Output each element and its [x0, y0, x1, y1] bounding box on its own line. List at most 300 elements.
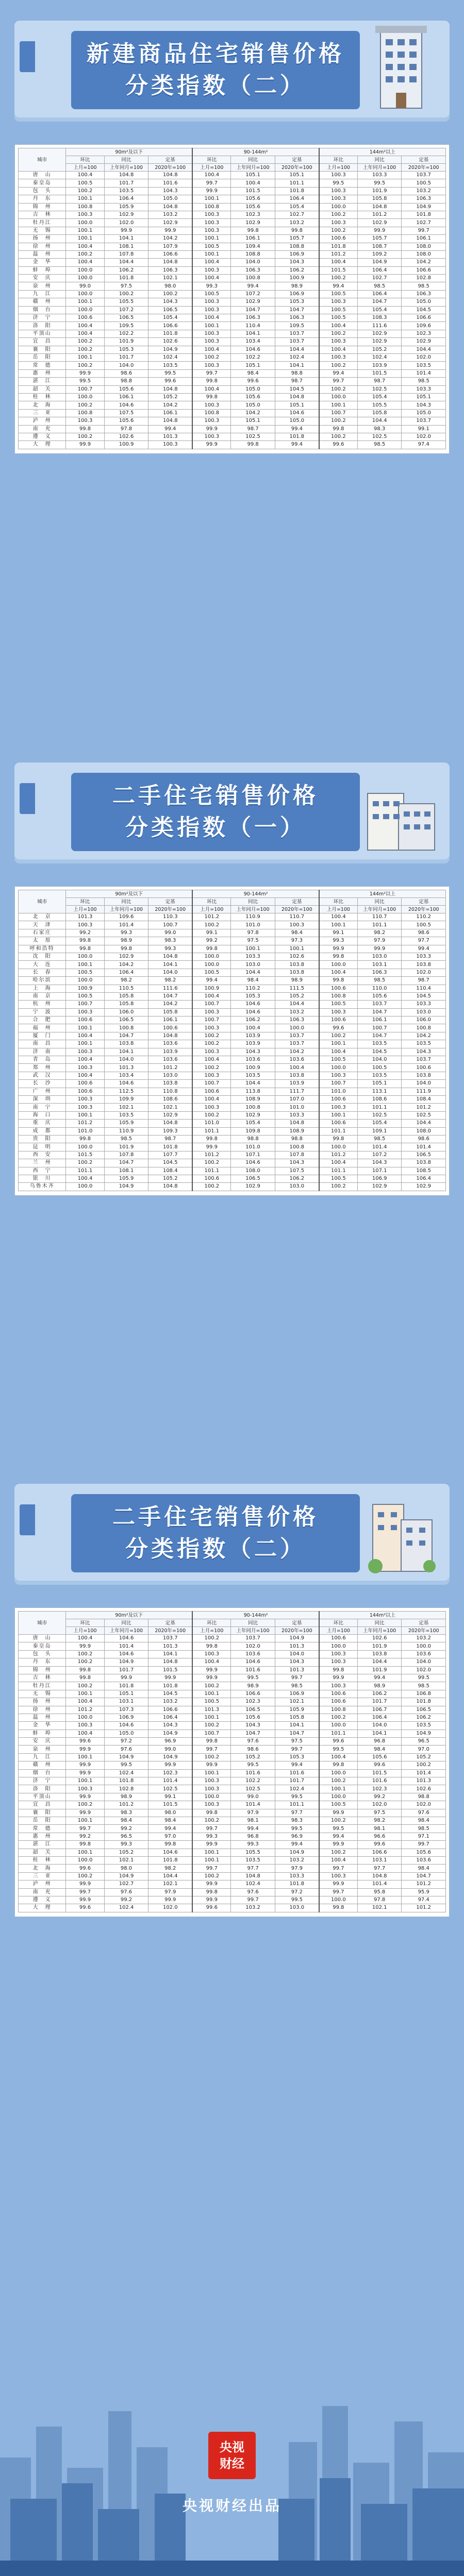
index-value: 103.6	[148, 1040, 192, 1048]
index-value: 103.8	[402, 961, 446, 969]
index-value: 106.5	[148, 306, 192, 314]
index-value: 97.6	[402, 1809, 446, 1817]
index-value: 100.4	[192, 172, 231, 179]
index-value: 100.2	[319, 362, 358, 369]
index-value: 100.3	[192, 227, 231, 234]
index-value: 106.9	[275, 290, 319, 298]
index-value: 113.1	[357, 1088, 401, 1095]
index-value: 100.2	[192, 1159, 231, 1167]
index-value: 100.0	[319, 203, 358, 211]
index-value: 102.1	[148, 1104, 192, 1111]
index-value: 100.6	[319, 1095, 358, 1103]
index-value: 104.2	[275, 1048, 319, 1056]
index-value: 100.1	[66, 1753, 105, 1761]
table-row	[19, 433, 446, 440]
index-value: 104.2	[148, 401, 192, 409]
table-row	[19, 235, 446, 243]
index-value: 100.3	[192, 211, 231, 218]
index-value: 98.1	[357, 1825, 401, 1833]
index-value: 99.8	[319, 425, 358, 433]
index-value: 99.5	[319, 1745, 358, 1753]
index-value: 100.3	[319, 1008, 358, 1016]
index-value: 100.2	[192, 921, 231, 929]
header-index-type: 环比	[319, 156, 358, 164]
section-title-line1: 二手住宅销售价格	[112, 1504, 319, 1530]
index-value: 100.5	[192, 290, 231, 298]
index-value: 105.2	[231, 1753, 275, 1761]
index-value: 104.6	[104, 1722, 148, 1730]
index-value: 100.4	[192, 1095, 231, 1103]
price-index-table-card	[14, 886, 450, 1196]
city-name: 大 理	[19, 1904, 66, 1912]
index-value: 106.1	[402, 235, 446, 243]
index-value: 98.5	[357, 1135, 401, 1143]
header-index-type: 同比	[231, 1619, 275, 1627]
price-index-table	[18, 890, 446, 1191]
index-value: 98.5	[357, 441, 401, 449]
index-value: 100.1	[231, 945, 275, 953]
index-value: 100.3	[192, 219, 231, 227]
table-row	[19, 1761, 446, 1769]
index-value: 99.4	[231, 1825, 275, 1833]
index-value: 102.3	[402, 330, 446, 337]
index-value: 100.2	[104, 290, 148, 298]
city-name: 成 都	[19, 1127, 66, 1135]
index-value: 103.2	[402, 187, 446, 195]
index-value: 101.2	[319, 250, 358, 258]
table-row	[19, 187, 446, 195]
index-value: 104.8	[148, 1120, 192, 1127]
index-value: 100.9	[231, 1064, 275, 1072]
index-value: 100.2	[319, 1849, 358, 1856]
index-value: 100.2	[192, 1753, 231, 1761]
table-row	[19, 1904, 446, 1912]
index-value: 101.0	[319, 1088, 358, 1095]
index-value: 109.6	[104, 913, 148, 921]
index-value: 100.4	[66, 1698, 105, 1706]
index-value: 103.5	[357, 1072, 401, 1079]
index-value: 100.2	[66, 401, 105, 409]
city-name: 丹 东	[19, 1658, 66, 1666]
index-value: 100.2	[66, 362, 105, 369]
index-value: 100.2	[192, 1872, 231, 1880]
index-value: 106.2	[357, 1690, 401, 1698]
index-value: 106.1	[148, 409, 192, 417]
index-value: 102.9	[357, 338, 401, 346]
city-name: 南 京	[19, 992, 66, 1000]
city-name: 广 州	[19, 1088, 66, 1095]
index-value: 100.3	[319, 1072, 358, 1079]
index-value: 102.0	[402, 1666, 446, 1674]
index-value: 105.6	[357, 1753, 401, 1761]
index-value: 99.8	[319, 1761, 358, 1769]
index-value: 99.5	[357, 179, 401, 187]
index-value: 98.5	[402, 1682, 446, 1690]
index-value: 100.2	[319, 1777, 358, 1785]
index-value: 99.9	[319, 1809, 358, 1817]
index-value: 101.1	[319, 1167, 358, 1175]
index-value: 102.0	[402, 353, 446, 361]
index-value: 106.2	[275, 266, 319, 274]
header-index-type: 定基	[402, 1619, 446, 1627]
index-value: 100.7	[357, 1024, 401, 1032]
index-value: 99.5	[275, 1793, 319, 1801]
index-value: 100.0	[319, 1896, 358, 1904]
header-index-type: 环比	[66, 898, 105, 906]
index-value: 100.3	[192, 1008, 231, 1016]
index-value: 100.1	[192, 1849, 231, 1856]
index-value: 100.1	[192, 1714, 231, 1721]
table-row	[19, 1706, 446, 1714]
header-index-type: 定基	[148, 156, 192, 164]
index-value: 101.3	[275, 1642, 319, 1650]
table-row	[19, 330, 446, 337]
index-value: 105.1	[231, 362, 275, 369]
index-value: 100.2	[192, 1722, 231, 1730]
table-row	[19, 282, 446, 290]
city-name: 泉 州	[19, 282, 66, 290]
index-value: 99.9	[192, 441, 231, 449]
index-value: 103.7	[275, 1040, 319, 1048]
index-value: 98.9	[357, 1682, 401, 1690]
index-value: 100.5	[192, 1698, 231, 1706]
index-value: 106.3	[231, 266, 275, 274]
index-value: 103.7	[402, 172, 446, 179]
index-value: 104.2	[148, 235, 192, 243]
index-value: 100.1	[66, 961, 105, 969]
index-value: 102.9	[231, 1183, 275, 1191]
index-value: 105.7	[357, 235, 401, 243]
index-value: 103.7	[275, 330, 319, 337]
index-value: 100.4	[319, 259, 358, 266]
header-index-type: 同比	[357, 1619, 401, 1627]
index-value: 100.3	[319, 298, 358, 306]
city-name: 沈 阳	[19, 953, 66, 960]
index-value: 100.6	[319, 1690, 358, 1698]
index-value: 102.9	[104, 953, 148, 960]
index-value: 105.6	[231, 203, 275, 211]
index-value: 101.8	[148, 1682, 192, 1690]
index-value: 100.0	[192, 953, 231, 960]
table-row	[19, 385, 446, 393]
index-value: 99.8	[104, 945, 148, 953]
index-value: 99.9	[192, 425, 231, 433]
index-value: 98.5	[104, 1135, 148, 1143]
table-row	[19, 1650, 446, 1658]
index-value: 101.2	[319, 1151, 358, 1159]
index-value: 104.9	[402, 1730, 446, 1737]
table-row	[19, 1856, 446, 1864]
index-value: 105.3	[275, 298, 319, 306]
index-value: 97.8	[231, 929, 275, 937]
header-index-type: 定基	[402, 898, 446, 906]
index-value: 100.2	[66, 1682, 105, 1690]
index-value: 100.2	[66, 1872, 105, 1880]
footer	[0, 2303, 464, 2576]
index-value: 104.8	[148, 203, 192, 211]
index-value: 100.3	[192, 338, 231, 346]
header-base-period: 上年同月=100	[104, 1627, 148, 1635]
city-name: 安 庆	[19, 1738, 66, 1745]
index-value: 99.7	[275, 1745, 319, 1753]
index-value: 98.4	[275, 929, 319, 937]
index-value: 100.3	[66, 1048, 105, 1056]
index-value: 110.0	[357, 985, 401, 992]
index-value: 103.6	[231, 1650, 275, 1658]
index-value: 98.4	[104, 1817, 148, 1824]
city-name: 深 圳	[19, 1095, 66, 1103]
index-value: 99.5	[402, 1674, 446, 1682]
index-value: 99.9	[148, 1674, 192, 1682]
index-value: 99.9	[148, 227, 192, 234]
index-value: 104.8	[275, 393, 319, 401]
index-value: 103.7	[148, 1635, 192, 1642]
table-row	[19, 1159, 446, 1167]
index-value: 100.7	[192, 1080, 231, 1088]
index-value: 97.5	[357, 1809, 401, 1817]
index-value: 98.2	[357, 1817, 401, 1824]
index-value: 99.7	[192, 1745, 231, 1753]
index-value: 100.1	[192, 1856, 231, 1864]
city-name: 北 海	[19, 401, 66, 409]
index-value: 104.8	[357, 1872, 401, 1880]
section-title-line1: 二手住宅销售价格	[112, 783, 319, 809]
index-value: 106.3	[357, 969, 401, 976]
index-value: 100.0	[66, 1856, 105, 1864]
index-value: 99.3	[192, 1833, 231, 1840]
index-value: 100.2	[192, 1040, 231, 1048]
index-value: 99.6	[231, 378, 275, 385]
index-value: 102.3	[231, 211, 275, 218]
index-value: 99.8	[319, 1666, 358, 1674]
index-value: 101.6	[231, 1769, 275, 1777]
header-city: 城市	[19, 1612, 66, 1635]
index-value: 99.7	[66, 1888, 105, 1896]
index-value: 97.4	[402, 441, 446, 449]
index-value: 108.0	[402, 250, 446, 258]
index-value: 101.1	[192, 1167, 231, 1175]
index-value: 105.4	[357, 306, 401, 314]
index-value: 100.2	[192, 1032, 231, 1040]
index-value: 105.0	[402, 409, 446, 417]
index-value: 104.5	[402, 306, 446, 314]
index-value: 100.0	[319, 1722, 358, 1730]
index-value: 100.4	[192, 992, 231, 1000]
index-value: 102.9	[357, 1183, 401, 1191]
index-value: 99.8	[319, 1135, 358, 1143]
index-value: 105.3	[231, 992, 275, 1000]
index-value: 99.7	[66, 1825, 105, 1833]
index-value: 99.0	[66, 282, 105, 290]
index-value: 100.8	[104, 1024, 148, 1032]
index-value: 99.6	[192, 1904, 231, 1912]
index-value: 99.7	[319, 378, 358, 385]
index-value: 98.8	[231, 1135, 275, 1143]
index-value: 104.8	[148, 417, 192, 425]
index-value: 102.5	[402, 1111, 446, 1119]
index-value: 105.5	[357, 401, 401, 409]
index-value: 101.4	[357, 1880, 401, 1888]
index-value: 100.0	[319, 1143, 358, 1151]
index-value: 100.6	[66, 1080, 105, 1088]
index-value: 99.9	[192, 1143, 231, 1151]
index-value: 99.4	[319, 369, 358, 377]
header-index-type: 环比	[66, 156, 105, 164]
index-value: 100.5	[319, 1001, 358, 1008]
header-base-period: 2020年=100	[148, 906, 192, 913]
index-value: 99.5	[275, 1896, 319, 1904]
index-value: 100.8	[192, 203, 231, 211]
index-value: 104.7	[357, 1008, 401, 1016]
header-index-type: 环比	[192, 156, 231, 164]
index-value: 105.9	[104, 203, 148, 211]
index-value: 103.3	[402, 953, 446, 960]
index-value: 104.1	[357, 1730, 401, 1737]
index-value: 101.2	[402, 1904, 446, 1912]
index-value: 104.7	[148, 992, 192, 1000]
city-name: 烟 台	[19, 1769, 66, 1777]
index-value: 107.8	[275, 1151, 319, 1159]
index-value: 105.0	[275, 417, 319, 425]
index-value: 100.1	[192, 1769, 231, 1777]
city-name: 无 锡	[19, 1690, 66, 1698]
index-value: 100.3	[319, 1682, 358, 1690]
index-value: 101.8	[104, 1777, 148, 1785]
index-value: 108.0	[402, 1127, 446, 1135]
index-value: 102.4	[357, 353, 401, 361]
index-value: 98.0	[148, 1809, 192, 1817]
header-index-type: 环比	[319, 1619, 358, 1627]
index-value: 100.7	[66, 385, 105, 393]
index-value: 107.0	[275, 1095, 319, 1103]
city-name: 海 口	[19, 1111, 66, 1119]
index-value: 102.4	[275, 1785, 319, 1793]
index-value: 104.7	[357, 1032, 401, 1040]
index-value: 100.3	[66, 211, 105, 218]
header-base-period: 上月=100	[192, 906, 231, 913]
index-value: 104.1	[231, 330, 275, 337]
index-value: 100.0	[66, 1714, 105, 1721]
header-base-period: 上年同月=100	[357, 1627, 401, 1635]
city-name: 北 京	[19, 913, 66, 921]
table-row	[19, 1048, 446, 1056]
index-value: 105.4	[357, 393, 401, 401]
index-value: 104.0	[357, 1722, 401, 1730]
section-title	[71, 1494, 360, 1572]
index-value: 101.1	[275, 179, 319, 187]
index-value: 104.6	[104, 1635, 148, 1642]
city-name: 温 州	[19, 250, 66, 258]
table-row	[19, 1872, 446, 1880]
table-row	[19, 417, 446, 425]
index-value: 100.0	[66, 290, 105, 298]
index-value: 102.1	[104, 1856, 148, 1864]
index-value: 107.2	[357, 1151, 401, 1159]
index-value: 106.0	[402, 1016, 446, 1024]
index-value: 100.6	[192, 1175, 231, 1182]
index-value: 104.5	[148, 1159, 192, 1167]
city-name: 蚌 埠	[19, 266, 66, 274]
index-value: 107.7	[148, 1151, 192, 1159]
index-value: 101.3	[66, 913, 105, 921]
index-value: 106.9	[275, 1690, 319, 1698]
index-value: 102.5	[357, 433, 401, 440]
index-value: 107.2	[231, 290, 275, 298]
index-value: 100.6	[319, 985, 358, 992]
index-value: 104.6	[104, 1080, 148, 1088]
index-value: 100.1	[66, 298, 105, 306]
index-value: 104.2	[148, 1001, 192, 1008]
index-value: 104.8	[148, 1183, 192, 1191]
index-value: 100.5	[357, 1064, 401, 1072]
index-value: 100.4	[66, 172, 105, 179]
index-value: 97.6	[104, 1745, 148, 1753]
index-value: 106.9	[357, 1175, 401, 1182]
index-value: 111.6	[148, 985, 192, 992]
index-value: 99.8	[192, 1738, 231, 1745]
index-value: 100.7	[66, 1001, 105, 1008]
index-value: 100.0	[66, 393, 105, 401]
index-value: 106.6	[148, 322, 192, 330]
index-value: 101.8	[148, 330, 192, 337]
index-value: 102.4	[104, 1904, 148, 1912]
index-value: 99.4	[148, 425, 192, 433]
index-value: 100.0	[66, 275, 105, 282]
header-area-group: 90m²及以下	[66, 890, 193, 898]
section-title-line2: 分类指数（二）	[125, 1536, 306, 1562]
index-value: 101.8	[275, 187, 319, 195]
index-value: 101.9	[357, 1642, 401, 1650]
index-value: 99.3	[148, 945, 192, 953]
index-value: 100.4	[231, 179, 275, 187]
index-value: 98.2	[148, 977, 192, 985]
index-value: 103.0	[231, 961, 275, 969]
index-value: 101.2	[148, 1064, 192, 1072]
index-value: 100.3	[192, 306, 231, 314]
index-value: 102.1	[275, 1698, 319, 1706]
index-value: 100.8	[231, 275, 275, 282]
table-row	[19, 211, 446, 218]
index-value: 100.1	[192, 250, 231, 258]
table-row	[19, 953, 446, 960]
index-value: 97.3	[275, 937, 319, 945]
index-value: 103.6	[402, 1856, 446, 1864]
table-row	[19, 1785, 446, 1793]
index-value: 99.3	[192, 282, 231, 290]
index-value: 101.8	[275, 433, 319, 440]
table-row	[19, 1127, 446, 1135]
index-value: 101.9	[357, 1666, 401, 1674]
index-value: 105.1	[357, 1080, 401, 1088]
index-value: 100.4	[192, 259, 231, 266]
index-value: 101.0	[231, 921, 275, 929]
table-row	[19, 1635, 446, 1642]
index-value: 104.1	[104, 1048, 148, 1056]
index-value: 98.7	[275, 378, 319, 385]
index-value: 100.1	[319, 1785, 358, 1793]
index-value: 99.5	[104, 1761, 148, 1769]
city-name: 银 川	[19, 1175, 66, 1182]
table-row	[19, 1698, 446, 1706]
index-value: 102.9	[148, 219, 192, 227]
index-value: 101.5	[357, 369, 401, 377]
index-value: 104.8	[148, 1658, 192, 1666]
index-value: 106.3	[275, 314, 319, 322]
table-row	[19, 992, 446, 1000]
index-value: 98.4	[148, 1817, 192, 1824]
city-name: 上 海	[19, 985, 66, 992]
index-value: 98.9	[104, 937, 148, 945]
